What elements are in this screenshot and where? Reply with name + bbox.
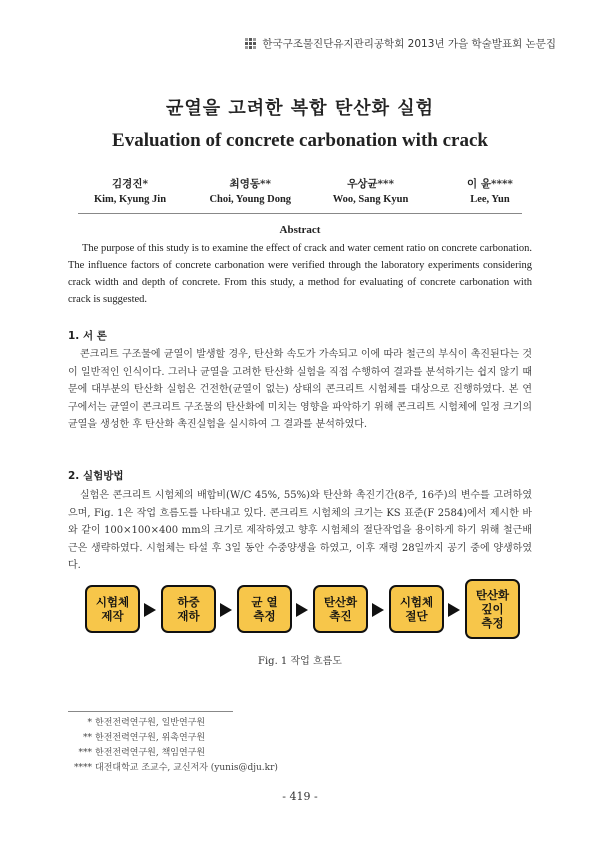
section-body-method: 실험은 콘크리트 시험체의 배합비(W/C 45%, 55%)와 탄산화 촉진기간(8주, 16주)의 변수를 고려하였으며, Fig. 1은 작업 흐름도를 나타내고 있다. 콘크리트 시험체의 크기는 KS 표준(F 2584)에서 제시한 바와 같이 100×100×400 mm의 크기로 제작하였고 향후 시험체의 절단작업을 용이하게 하기 위해 철근배근은 생략하였다. 시험체는 타설 후 3일 동안 수중양생을 하였고, 이후 재령 28일까지 공기 중에 양생하였다. [68, 490, 532, 571]
section-heading-intro: 1. 서 론 [68, 330, 107, 342]
flow-step: 시험체 제작 [85, 585, 140, 633]
abstract-body: The purpose of this study is to examine the effect of crack and water cement ratio on concrete carbonation. The influence factors of concrete carbonation were verified through the laboratory experiments considering crack width and depth of concrete. From this study, a method for evaluating of concrete carbonation with crack is suggested. [68, 243, 532, 305]
author-list [90, 176, 530, 205]
footnote-text: 한전전력연구원, 일반연구원 [95, 718, 206, 728]
section-heading-method: 2. 실험방법 [68, 470, 124, 482]
author [331, 176, 411, 205]
flow-step: 균 열 측정 [237, 585, 292, 633]
footnotes [68, 716, 468, 776]
author-name-ko: 최영동** [229, 178, 271, 190]
page-number: - 419 - [282, 790, 318, 803]
author-name-en: Kim, Kyung Jin [93, 194, 167, 205]
footnote-mark: * [87, 718, 92, 728]
footnote-text: 한전전력연구원, 위촉연구원 [95, 733, 206, 743]
arrow-right-icon [372, 603, 384, 617]
footnote-text: 대전대학교 조교수, 교신저자 (yunis@dju.kr) [95, 763, 278, 773]
abstract-heading: Abstract [279, 224, 321, 236]
header-text: 한국구조물진단유지관리공학회 2013년 가을 학술발표회 논문집 [262, 38, 556, 50]
title-korean: 균열을 고려한 복합 탄산화 실험 [165, 98, 435, 119]
arrow-right-icon [448, 603, 460, 617]
footnote-mark: *** [78, 748, 92, 758]
author-name-en: Lee, Yun [470, 194, 510, 205]
workflow-figure [85, 585, 535, 645]
flow-step: 탄산화 깊이 측정 [465, 579, 520, 639]
figure-caption: Fig. 1 작업 흐름도 [258, 656, 342, 667]
author-name-en: Woo, Sang Kyun [332, 194, 409, 205]
author [90, 176, 170, 205]
divider [78, 213, 522, 214]
society-logo-icon [245, 38, 256, 49]
section-body-intro: 콘크리트 구조물에 균열이 발생할 경우, 탄산화 속도가 가속되고 이에 따라 철근의 부식이 촉진된다는 것이 일반적인 인식이다. 그러나 균열을 고려한 탄산화 실험을 직접 수행하여 결과를 분석하기는 쉽지 않기 때문에 대부분의 탄산화 실험은 건전한(균열이 없는) 상태의 콘크리트 시험체를 대상으로 진행하였다. 본 연구에서는 균열이 콘크리트 구조물의 탄산화에 미치는 영향을 파악하기 위해 콘크리트 시험체에 일정 크기의 균열을 생성한 후 탄산화 촉진실험을 실시하여 그 결과를 분석하였다. [68, 349, 532, 430]
flow-step: 탄산화 촉진 [313, 585, 368, 633]
author-name-en: Choi, Young Dong [209, 194, 292, 205]
footnote [68, 746, 468, 761]
footnote-mark: **** [74, 763, 92, 773]
running-header [245, 36, 556, 51]
author [450, 176, 530, 205]
flow-step: 하중 재하 [161, 585, 216, 633]
footnote-text: 한전전력연구원, 책임연구원 [95, 748, 206, 758]
author [209, 176, 291, 205]
footnote-divider [68, 711, 233, 712]
footnote [68, 761, 468, 776]
author-name-ko: 이 윤**** [467, 178, 513, 190]
flow-step: 시험체 절단 [389, 585, 444, 633]
arrow-right-icon [144, 603, 156, 617]
arrow-right-icon [296, 603, 308, 617]
footnote-mark: ** [83, 733, 92, 743]
arrow-right-icon [220, 603, 232, 617]
author-name-ko: 김경진* [112, 178, 148, 190]
title-english: Evaluation of concrete carbonation with crack [112, 130, 488, 151]
author-name-ko: 우상균*** [347, 178, 394, 190]
footnote [68, 731, 468, 746]
footnote [68, 716, 468, 731]
